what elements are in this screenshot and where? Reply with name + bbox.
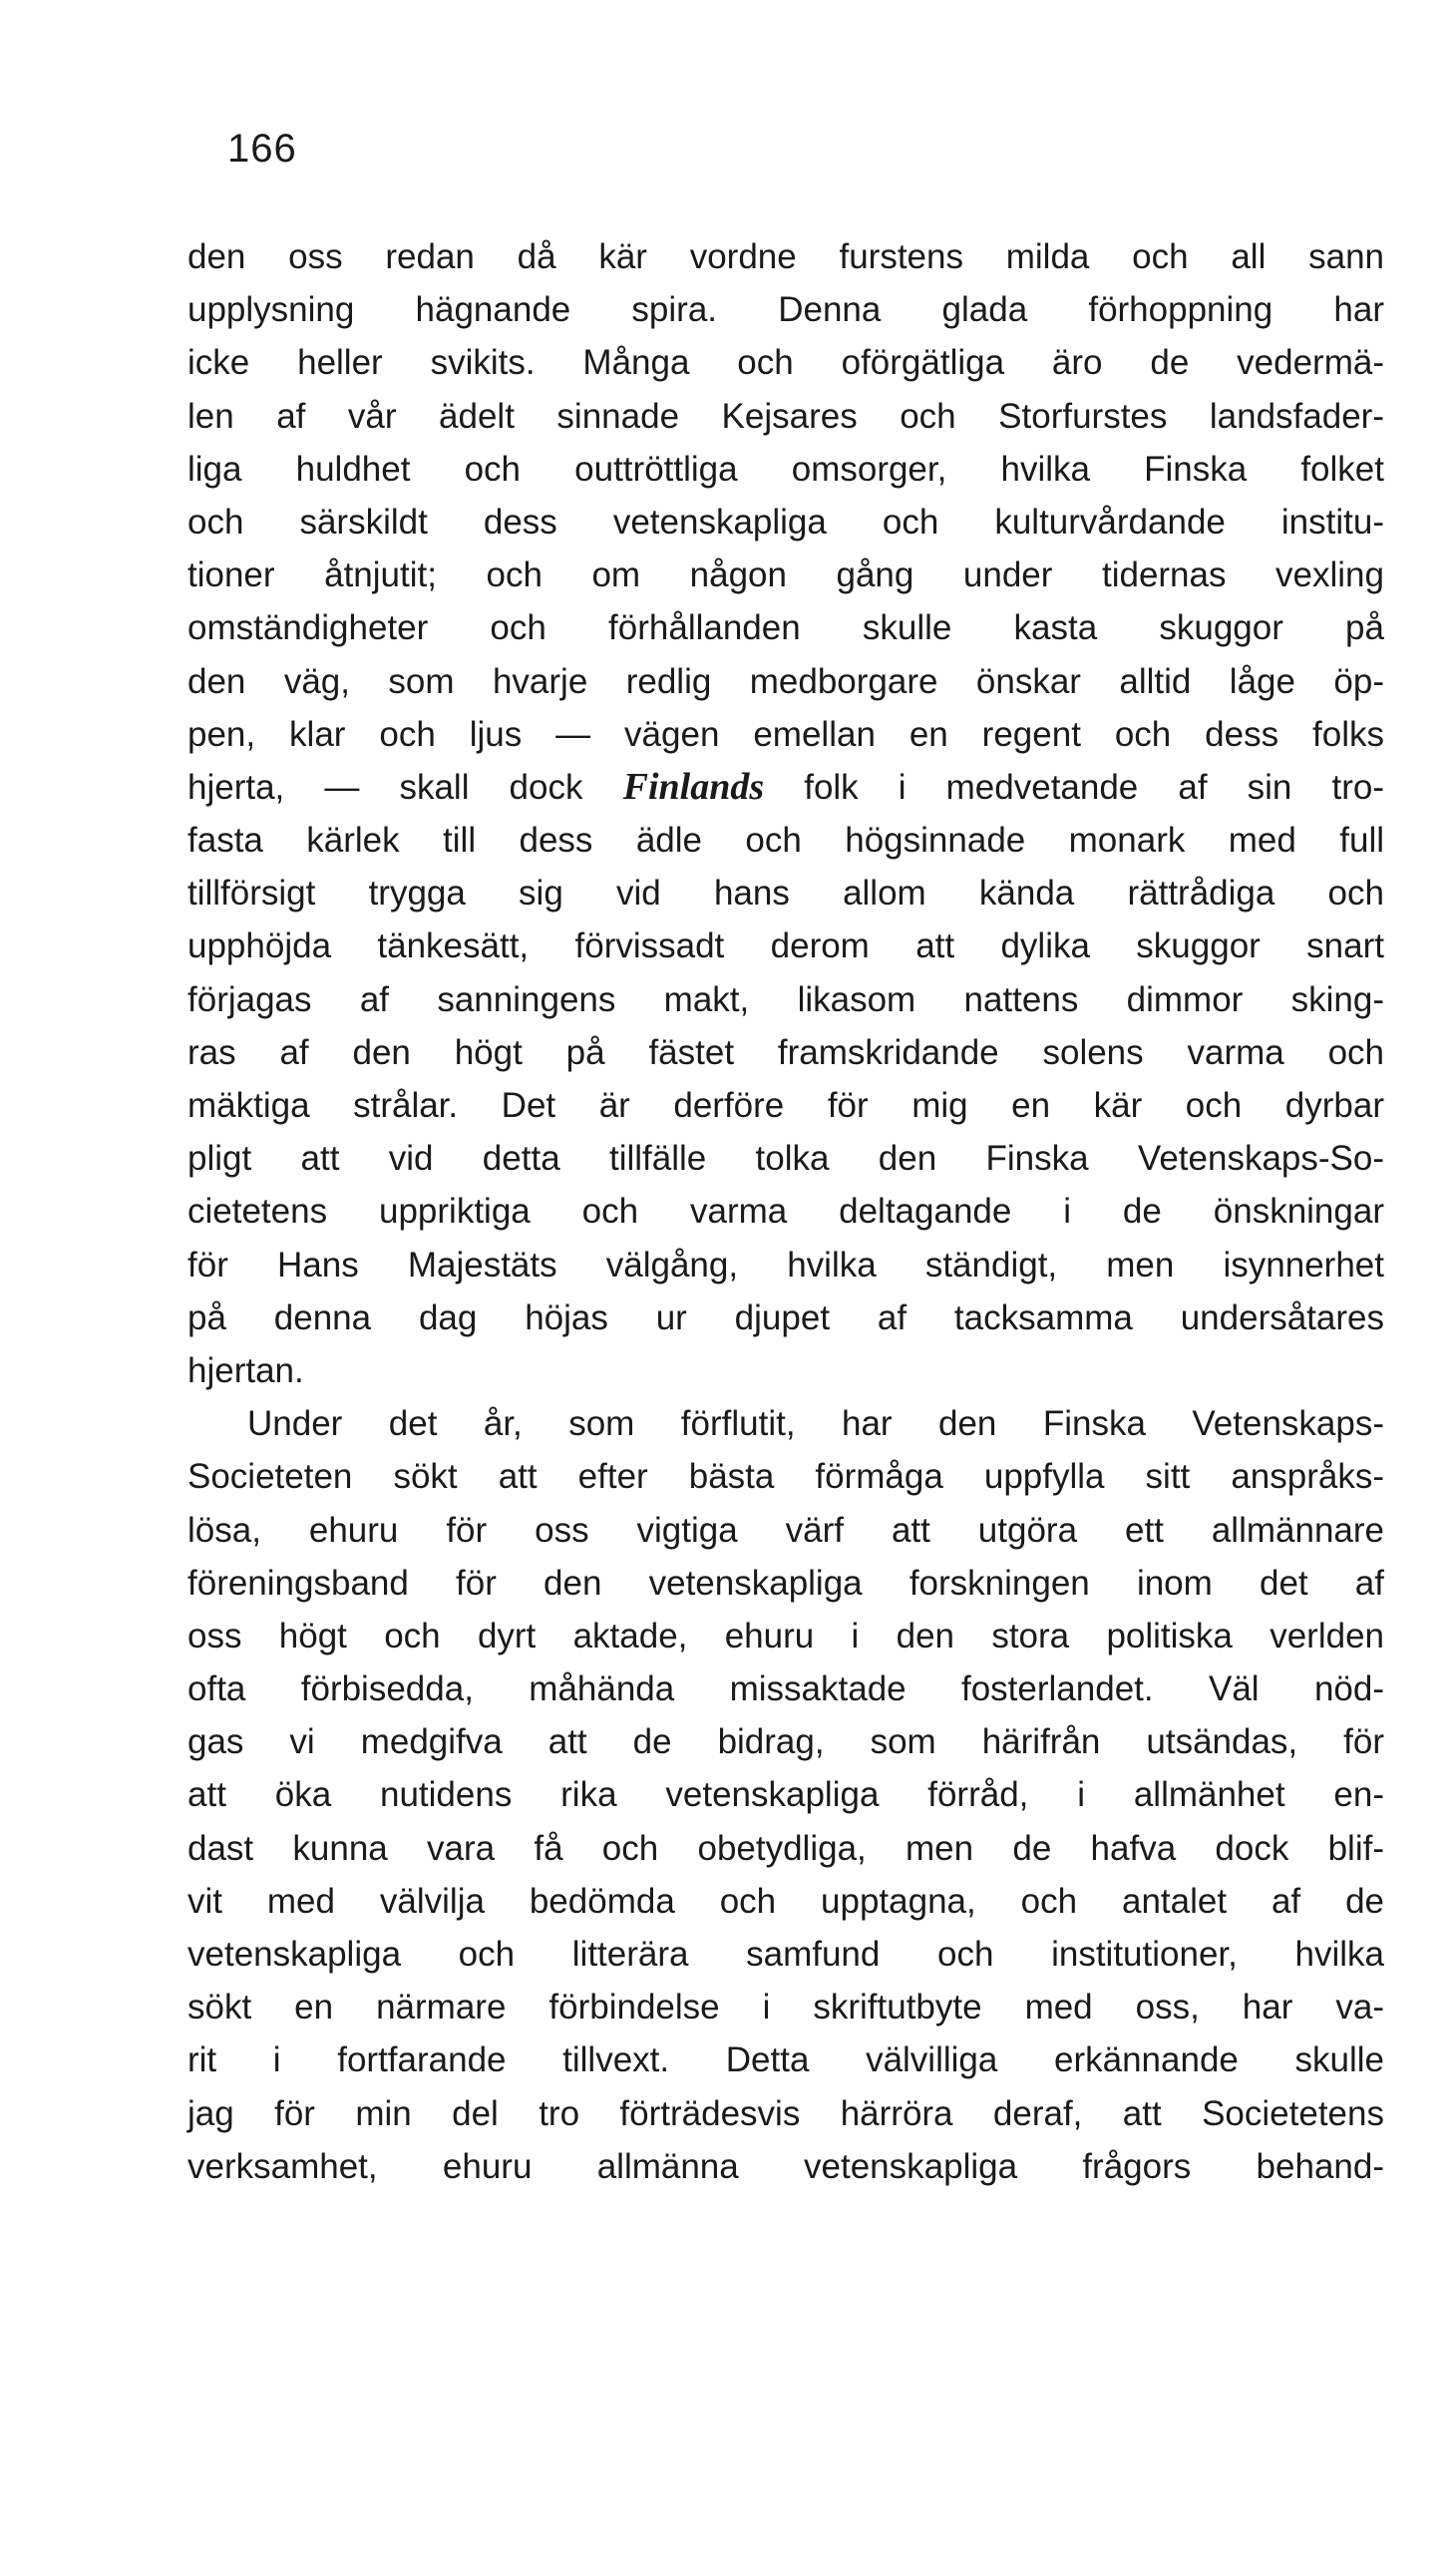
text-line: icke heller svikits. Många och oförgätliga äro de vedermä- — [187, 343, 1384, 383]
page-number: 166 — [227, 127, 297, 171]
text-line: sökt en närmare förbindelse i skriftutbyte med oss, har va- — [187, 1988, 1384, 2027]
text-line: mäktiga strålar. Det är derföre för mig en kär och dyrbar — [187, 1086, 1384, 1125]
text-line: verksamhet, ehuru allmänna vetenskapliga frågors behand- — [187, 2146, 1384, 2186]
paragraph-first-line: Under det år, som förflutit, har den Finska Vetenskaps- — [247, 1404, 1384, 1444]
text-line: ofta förbisedda, måhända missaktade fosterlandet. Väl nöd- — [187, 1669, 1384, 1709]
text-segment: folk i medvetande af sin tro- — [804, 767, 1384, 807]
text-line: förjagas af sanningens makt, likasom nattens dimmor sking- — [187, 979, 1384, 1019]
text-line-with-emphasis — [187, 761, 1384, 814]
text-line: pligt att vid detta tillfälle tolka den Finska Vetenskaps-So- — [187, 1139, 1384, 1179]
text-line: liga huldhet och outtröttliga omsorger, hvilka Finska folket — [187, 449, 1384, 489]
text-line: den väg, som hvarje redlig medborgare önskar alltid låge öp- — [187, 661, 1384, 701]
text-line: rit i fortfarande tillvext. Detta välvilliga erkännande skulle — [187, 2040, 1384, 2080]
text-line: vit med välvilja bedömda och upptagna, och antalet af de — [187, 1881, 1384, 1921]
text-line: på denna dag höjas ur djupet af tacksamma undersåtares — [187, 1297, 1384, 1337]
text-line: fasta kärlek till dess ädle och högsinnade monark med full — [187, 821, 1384, 861]
text-line: föreningsband för den vetenskapliga forskningen inom det af — [187, 1563, 1384, 1603]
text-line: upphöjda tänkesätt, förvissadt derom att dylika skuggor snart — [187, 926, 1384, 966]
text-line: len af vår ädelt sinnade Kejsares och Storfurstes landsfader- — [187, 396, 1384, 436]
text-line: pen, klar och ljus — vägen emellan en regent och dess folks — [187, 714, 1384, 754]
emphasized-word: Finlands — [622, 765, 765, 808]
text-line: att öka nutidens rika vetenskapliga förråd, i allmänhet en- — [187, 1775, 1384, 1815]
text-line: tioner åtnjutit; och om någon gång under tidernas vexling — [187, 555, 1384, 595]
text-segment: hjerta, — skall dock — [187, 767, 583, 807]
text-line: tillförsigt trygga sig vid hans allom kända rättrådiga och — [187, 874, 1384, 914]
text-line: och särskildt dess vetenskapliga och kulturvårdande institu- — [187, 502, 1384, 542]
text-line: cietetens uppriktiga och varma deltagande i de önskningar — [187, 1192, 1384, 1232]
text-line: ras af den högt på fästet framskridande solens varma och — [187, 1032, 1384, 1072]
body-text — [187, 230, 1384, 2193]
text-line: gas vi medgifva att de bidrag, som härifrån utsändas, för — [187, 1722, 1384, 1762]
text-line: den oss redan då kär vordne furstens milda och all sann — [187, 237, 1384, 276]
text-line: Societeten sökt att efter bästa förmåga uppfylla sitt anspråks- — [187, 1457, 1384, 1497]
text-line: dast kunna vara få och obetydliga, men de hafva dock blif- — [187, 1828, 1384, 1868]
text-line: hjertan. — [187, 1350, 304, 1390]
text-line: för Hans Majestäts välgång, hvilka ständigt, men isynnerhet — [187, 1245, 1384, 1285]
text-line: oss högt och dyrt aktade, ehuru i den stora politiska verlden — [187, 1616, 1384, 1656]
text-line: lösa, ehuru för oss vigtiga värf att utgöra ett allmännare — [187, 1510, 1384, 1550]
text-line: jag för min del tro förträdesvis härröra deraf, att Societetens — [187, 2093, 1384, 2133]
text-line: vetenskapliga och litterära samfund och institutioner, hvilka — [187, 1935, 1384, 1974]
text-line: upplysning hägnande spira. Denna glada förhoppning har — [187, 290, 1384, 330]
text-line: omständigheter och förhållanden skulle kasta skuggor på — [187, 608, 1384, 648]
